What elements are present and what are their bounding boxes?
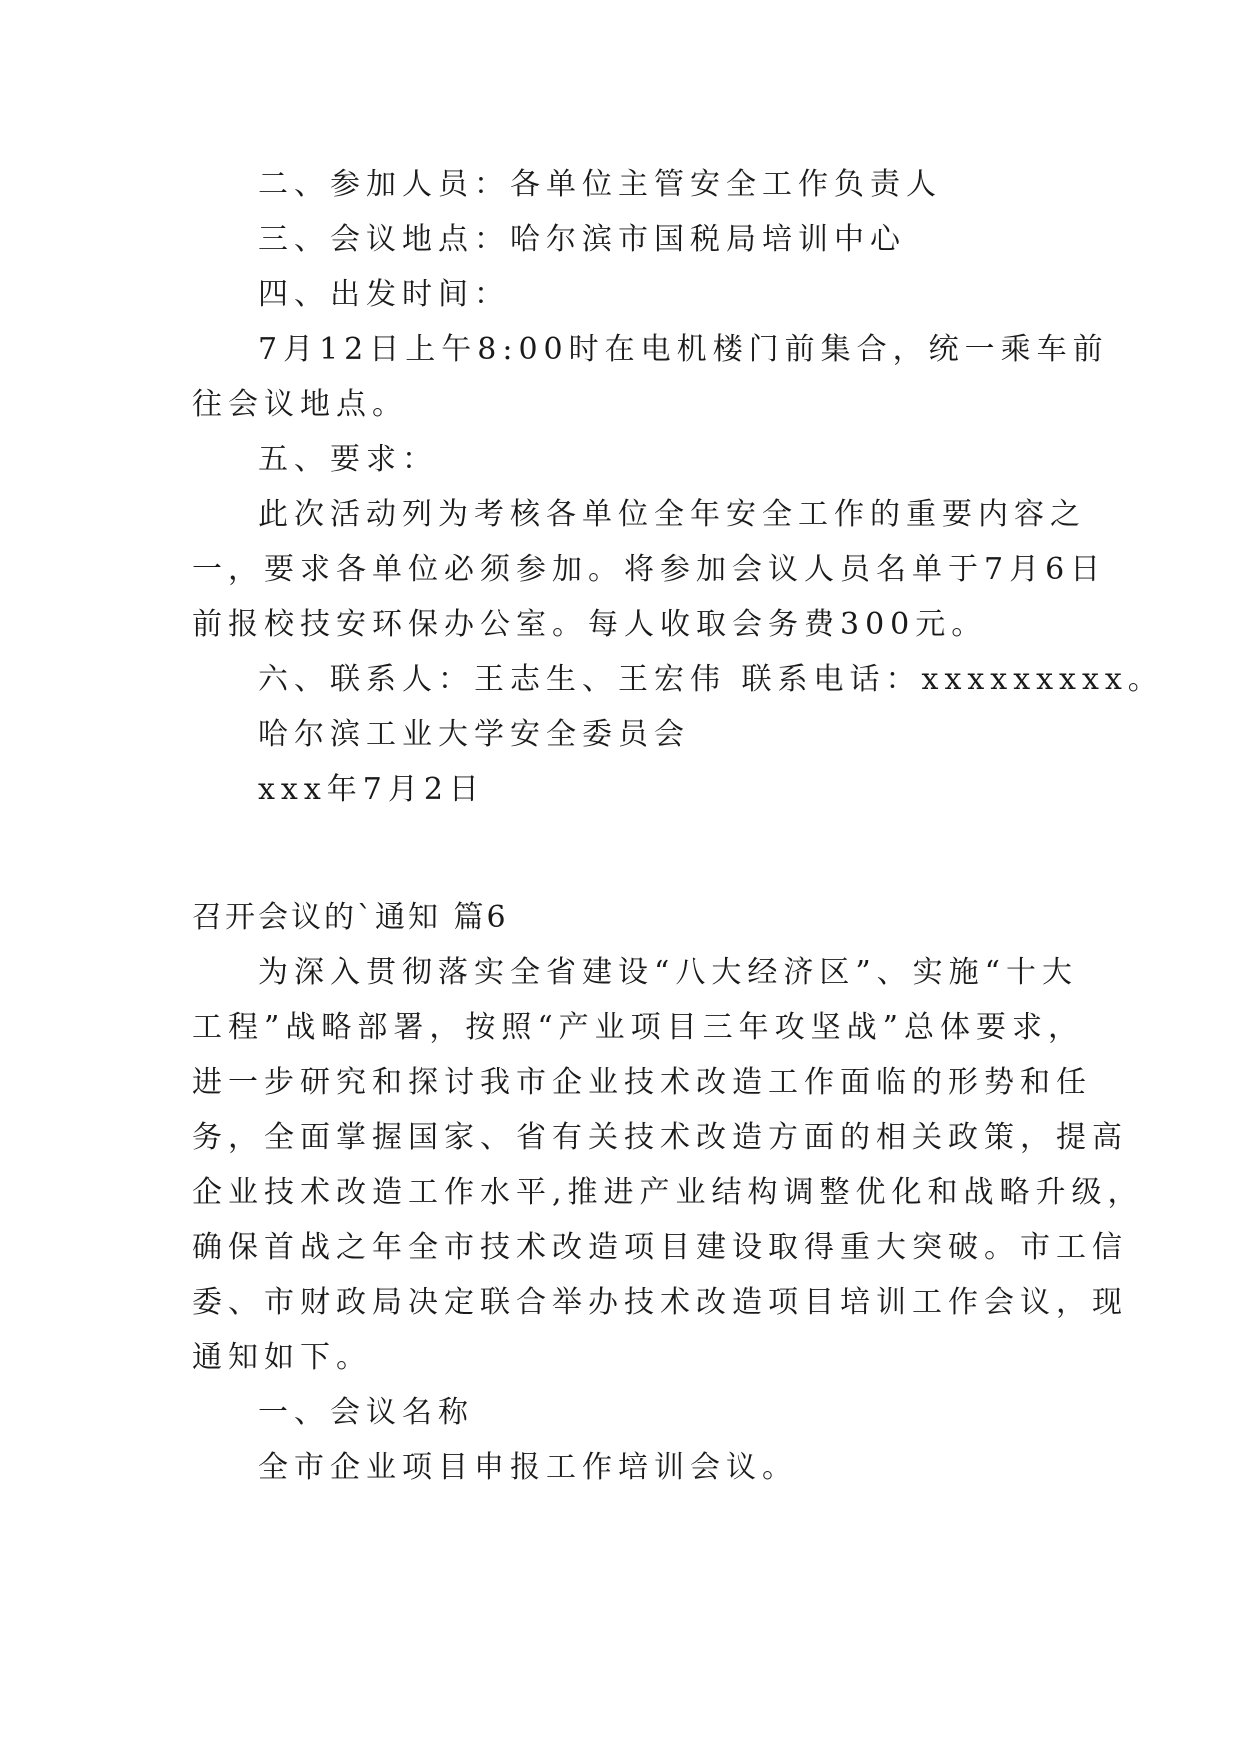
paragraph-line: 工程”战略部署，按照“产业项目三年攻坚战”总体要求， (192, 1010, 1085, 1045)
signature-date: xxx年7月2日 (258, 772, 485, 807)
paragraph-line: 为深入贯彻落实全省建设“八大经济区”、实施“十大 (258, 955, 1079, 990)
paragraph-line: 通知如下。 (192, 1340, 372, 1375)
paragraph-line: 此次活动列为考核各单位全年安全工作的重要内容之 (258, 497, 1086, 532)
paragraph-line: 务，全面掌握国家、省有关技术改造方面的相关政策，提高 (192, 1120, 1128, 1155)
paragraph-line: 7月12日上午8:00时在电机楼门前集合，统一乘车前 (258, 332, 1109, 367)
item-participants: 二、参加人员：各单位主管安全工作负责人 (258, 167, 942, 202)
paragraph-line: 进一步研究和探讨我市企业技术改造工作面临的形势和任 (192, 1065, 1092, 1100)
item-requirements-heading: 五、要求： (258, 442, 438, 477)
paragraph-line: 企业技术改造工作水平,推进产业结构调整优化和战略升级， (192, 1175, 1144, 1210)
paragraph-line: 前报校技安环保办公室。每人收取会务费300元。 (192, 607, 988, 642)
paragraph-line: 一，要求各单位必须参加。将参加会议人员名单于7月6日 (192, 552, 1107, 587)
item-location: 三、会议地点：哈尔滨市国税局培训中心 (258, 222, 906, 257)
paragraph-line: 委、市财政局决定联合举办技术改造项目培训工作会议，现 (192, 1285, 1128, 1320)
item-meeting-name-heading: 一、会议名称 (258, 1395, 474, 1430)
signature-organization: 哈尔滨工业大学安全委员会 (258, 717, 690, 752)
item-contact: 六、联系人：王志生、王宏伟 联系电话：xxxxxxxxx。 (258, 662, 1164, 697)
paragraph-line: 确保首战之年全市技术改造项目建设取得重大突破。市工信 (192, 1230, 1128, 1265)
section-title: 召开会议的`通知 篇6 (192, 900, 509, 935)
paragraph-line: 全市企业项目申报工作培训会议。 (258, 1450, 798, 1485)
item-departure-heading: 四、出发时间： (258, 277, 510, 312)
paragraph-line: 往会议地点。 (192, 387, 408, 422)
